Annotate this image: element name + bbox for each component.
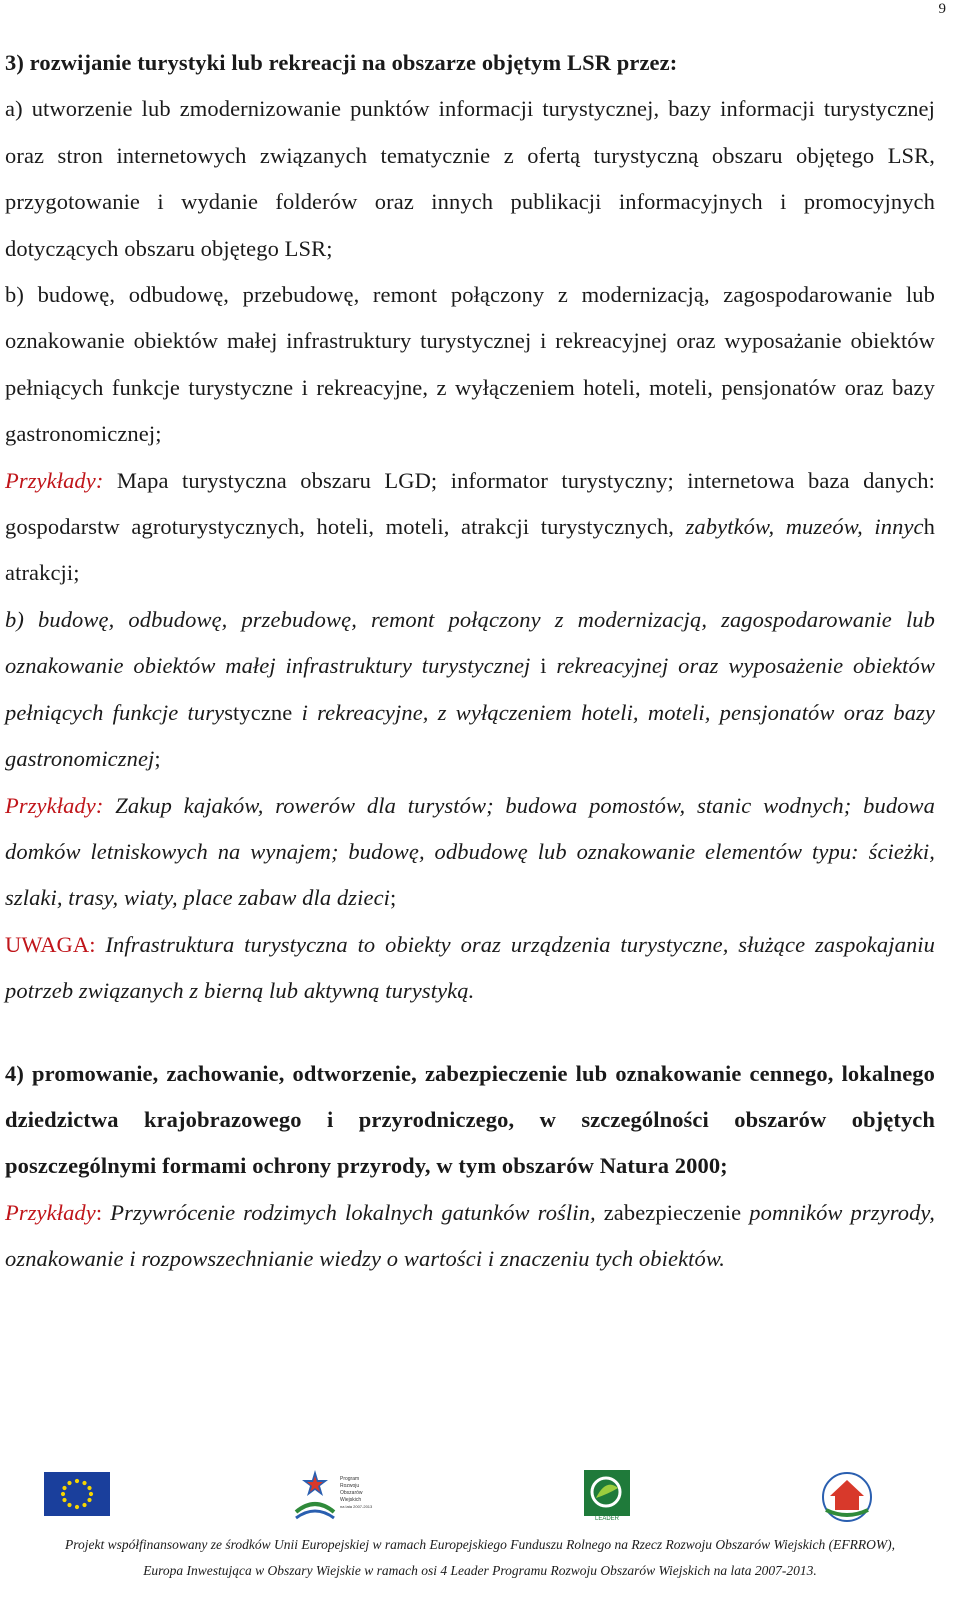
examples-colon: : <box>95 1199 103 1225</box>
item-b-end: ; <box>154 746 161 772</box>
section-3-examples-2 <box>5 783 935 922</box>
examples-end-text: ; <box>390 885 397 911</box>
prow-logo <box>290 1466 380 1526</box>
examples-upright-part: zabezpieczenie <box>595 1199 742 1225</box>
prow-text-line: na lata 2007-2013 <box>340 1504 373 1509</box>
lgd-logo <box>818 1470 876 1524</box>
uwaga-text: Infrastruktura turystyczna to obiekty oraz urządzenia turystyczne, służące zaspokajaniu potrzeb związanych z bierną lub aktywną turystyką. <box>5 931 935 1004</box>
leader-text: LEADER <box>594 1516 620 1522</box>
section-3-item-b-italic <box>5 597 935 783</box>
footer-line-1: Projekt współfinansowany ze środków Unii Europejskiej w ramach Europejskiego Funduszu Rolnego na Rzecz Rozwoju Obszarów Wiejskich (EFRROW), <box>64 1537 896 1552</box>
section-gap <box>5 1015 935 1051</box>
section-3-examples-1 <box>5 458 935 597</box>
section-3-heading: 3) rozwijanie turystyki lub rekreacji na obszarze objętym LSR przez: <box>5 50 678 75</box>
section-3-item-b: b) budowę, odbudowę, przebudowę, remont połączony z modernizacją, zagospodarowanie lub oznakowanie obiektów małej infrastruktury turystycznej i rekreacyjnej oraz wyposażanie obiektów pełniących funkcje turystyczne i rekreacyjne, z wyłączeniem hoteli, moteli, pensjonatów oraz bazy gastronomicznej; <box>5 282 935 447</box>
prow-text-line: Rozwoju <box>340 1483 360 1489</box>
examples-italic-part-1: Przywrócenie rodzimych lokalnych gatunków roślin, <box>102 1199 596 1225</box>
prow-text-line: Obszarów <box>340 1490 363 1496</box>
section-3-uwaga-note <box>5 922 935 1015</box>
footer-text <box>0 1532 960 1584</box>
examples-italic-part-2: pomników przyrody, oznakowanie i rozpowszechnianie wiedzy o wartości i znaczeniu tych obiektów. <box>5 1199 935 1272</box>
examples-label: Przykłady: <box>5 467 104 493</box>
eu-flag-logo <box>44 1472 110 1516</box>
item-b-italic-part-2: rekreacyjnej oraz wyposażenie obiektów pełniących funkcje tury <box>5 653 935 725</box>
section-4-heading: 4) promowanie, zachowanie, odtworzenie, zabezpieczenie lub oznakowanie cennego, lokalnego dziedzictwa krajobrazowego i przyrodniczego, w szczególności obszarów objętych poszczególnymi formami ochrony przyrody, w tym obszarów Natura 2000; <box>5 1060 935 1179</box>
item-b-upright-i: i <box>540 653 547 679</box>
footer-line-2: Europa Inwestująca w Obszary Wiejskie w ramach osi 4 Leader Programu Rozwoju Obszarów Wiejskich na lata 2007-2013. <box>143 1563 817 1578</box>
section-4-examples <box>5 1190 935 1283</box>
item-b-upright-part: styczne <box>224 699 293 725</box>
prow-text-line: Wiejskich <box>340 1497 362 1503</box>
footer-logos <box>0 1470 960 1530</box>
examples-italic-text: zabytków, muzeów, innyc <box>685 514 924 540</box>
uwaga-label: UWAGA: <box>5 931 96 957</box>
examples-label: Przykłady: <box>5 792 104 818</box>
document-body <box>5 40 935 1283</box>
page-number: 9 <box>938 1 946 17</box>
section-3-item-a: a) utworzenie lub zmodernizowanie punktów informacji turystycznej, bazy informacji turystycznej oraz stron internetowych związanych tematycznie z ofertą turystyczną obszaru objętego LSR, przygotowanie i wydanie folderów oraz innych publikacji informacyjnych i promocyjnych dotyczących obszaru objętego LSR; <box>5 96 935 261</box>
examples-text: Zakup kajaków, rowerów dla turystów; budowa pomostów, stanic wodnych; budowa domków letniskowych na wynajem; budowę, odbudowę lub oznakowanie elementów typu: ścieżki, szlaki, trasy, wiaty, place zabaw dla dzieci <box>5 792 935 911</box>
item-b-italic-part-1: b) budowę, odbudowę, przebudowę, remont połączony z modernizacją, zagospodarowanie lub oznakowanie obiektów małej infrastruktury turystycznej <box>5 606 935 679</box>
leader-logo <box>582 1468 634 1522</box>
examples-text: Mapa turystyczna obszaru LGD; informator turystyczny; internetowa baza danych: gospodarstw agroturystycznych, hoteli, moteli, atrakcji turystycznych, <box>5 467 935 540</box>
examples-label: Przykłady <box>5 1199 96 1225</box>
examples-end-text: h atrakcji; <box>5 514 935 586</box>
item-b-italic-part-3: i rekreacyjne, z wyłączeniem hoteli, moteli, pensjonatów oraz bazy gastronomicznej <box>5 699 935 772</box>
prow-text-line: Program <box>340 1476 360 1482</box>
